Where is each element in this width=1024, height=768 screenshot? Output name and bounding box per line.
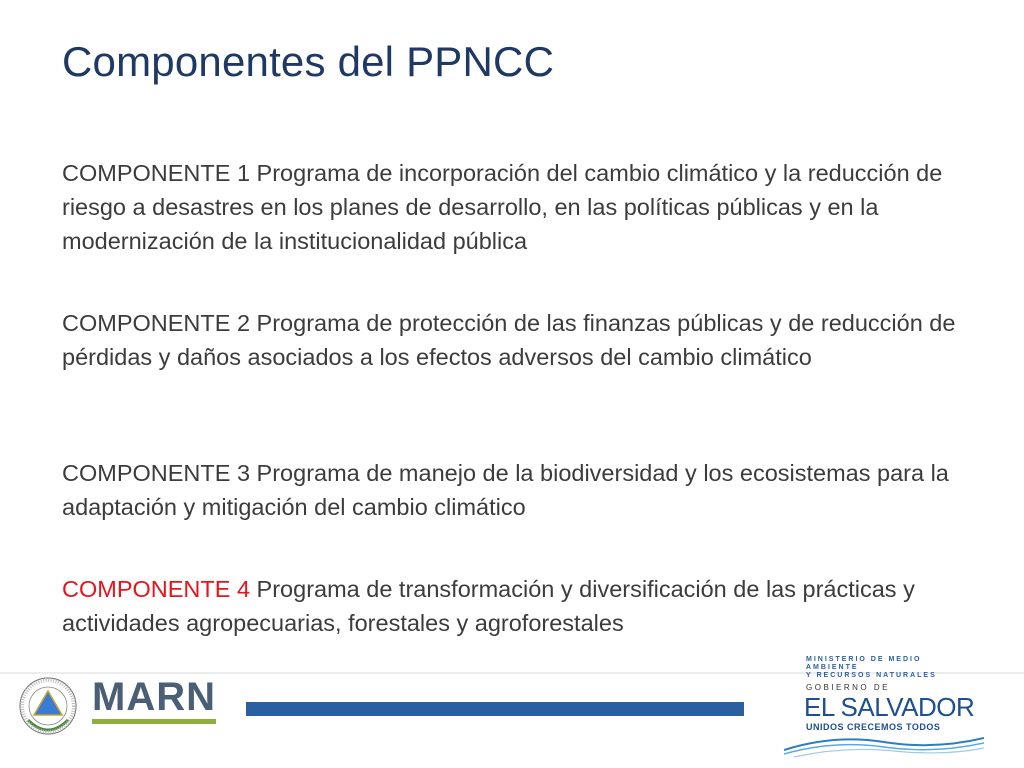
coat-of-arms-seal bbox=[18, 676, 78, 736]
country-name: EL SALVADOR bbox=[804, 692, 975, 722]
component-3-label: COMPONENTE 3 bbox=[62, 460, 251, 486]
marn-logo-underline bbox=[92, 719, 216, 724]
government-logo bbox=[784, 656, 984, 761]
wave-icon bbox=[784, 730, 984, 758]
component-1 bbox=[62, 156, 982, 258]
component-4-text: Programa de transformación y diversificación de las prácticas y actividades agropecuarias, forestales y agroforestales bbox=[62, 576, 915, 636]
component-3 bbox=[62, 456, 982, 524]
government-motto: UNIDOS CRECEMOS TODOS bbox=[806, 722, 941, 732]
component-4-label: COMPONENTE 4 bbox=[62, 576, 251, 602]
ministry-line-1: MINISTERIO DE MEDIO AMBIENTE bbox=[806, 656, 922, 671]
marn-logo bbox=[92, 675, 222, 731]
ministry-line-2: Y RECURSOS NATURALES bbox=[806, 672, 937, 679]
gobierno-label: GOBIERNO DE bbox=[806, 683, 890, 692]
component-1-text: Programa de incorporación del cambio climático y la reducción de riesgo a desastres en los planes de desarrollo, en las políticas públicas y en la modernización de la institucionalidad pública bbox=[62, 160, 943, 254]
ministry-name bbox=[806, 656, 976, 680]
marn-logo-text: MARN bbox=[92, 675, 216, 719]
component-4 bbox=[62, 572, 982, 640]
component-2 bbox=[62, 306, 982, 374]
component-2-label: COMPONENTE 2 bbox=[62, 310, 251, 336]
component-3-text: Programa de manejo de la biodiversidad y los ecosistemas para la adaptación y mitigación del cambio climático bbox=[62, 460, 949, 520]
component-1-label: COMPONENTE 1 bbox=[62, 160, 251, 186]
page-title: Componentes del PPNCC bbox=[62, 38, 555, 85]
component-2-text: Programa de protección de las finanzas públicas y de reducción de pérdidas y daños asociados a los efectos adversos del cambio climático bbox=[62, 310, 956, 370]
footer-accent-bar bbox=[246, 702, 744, 716]
